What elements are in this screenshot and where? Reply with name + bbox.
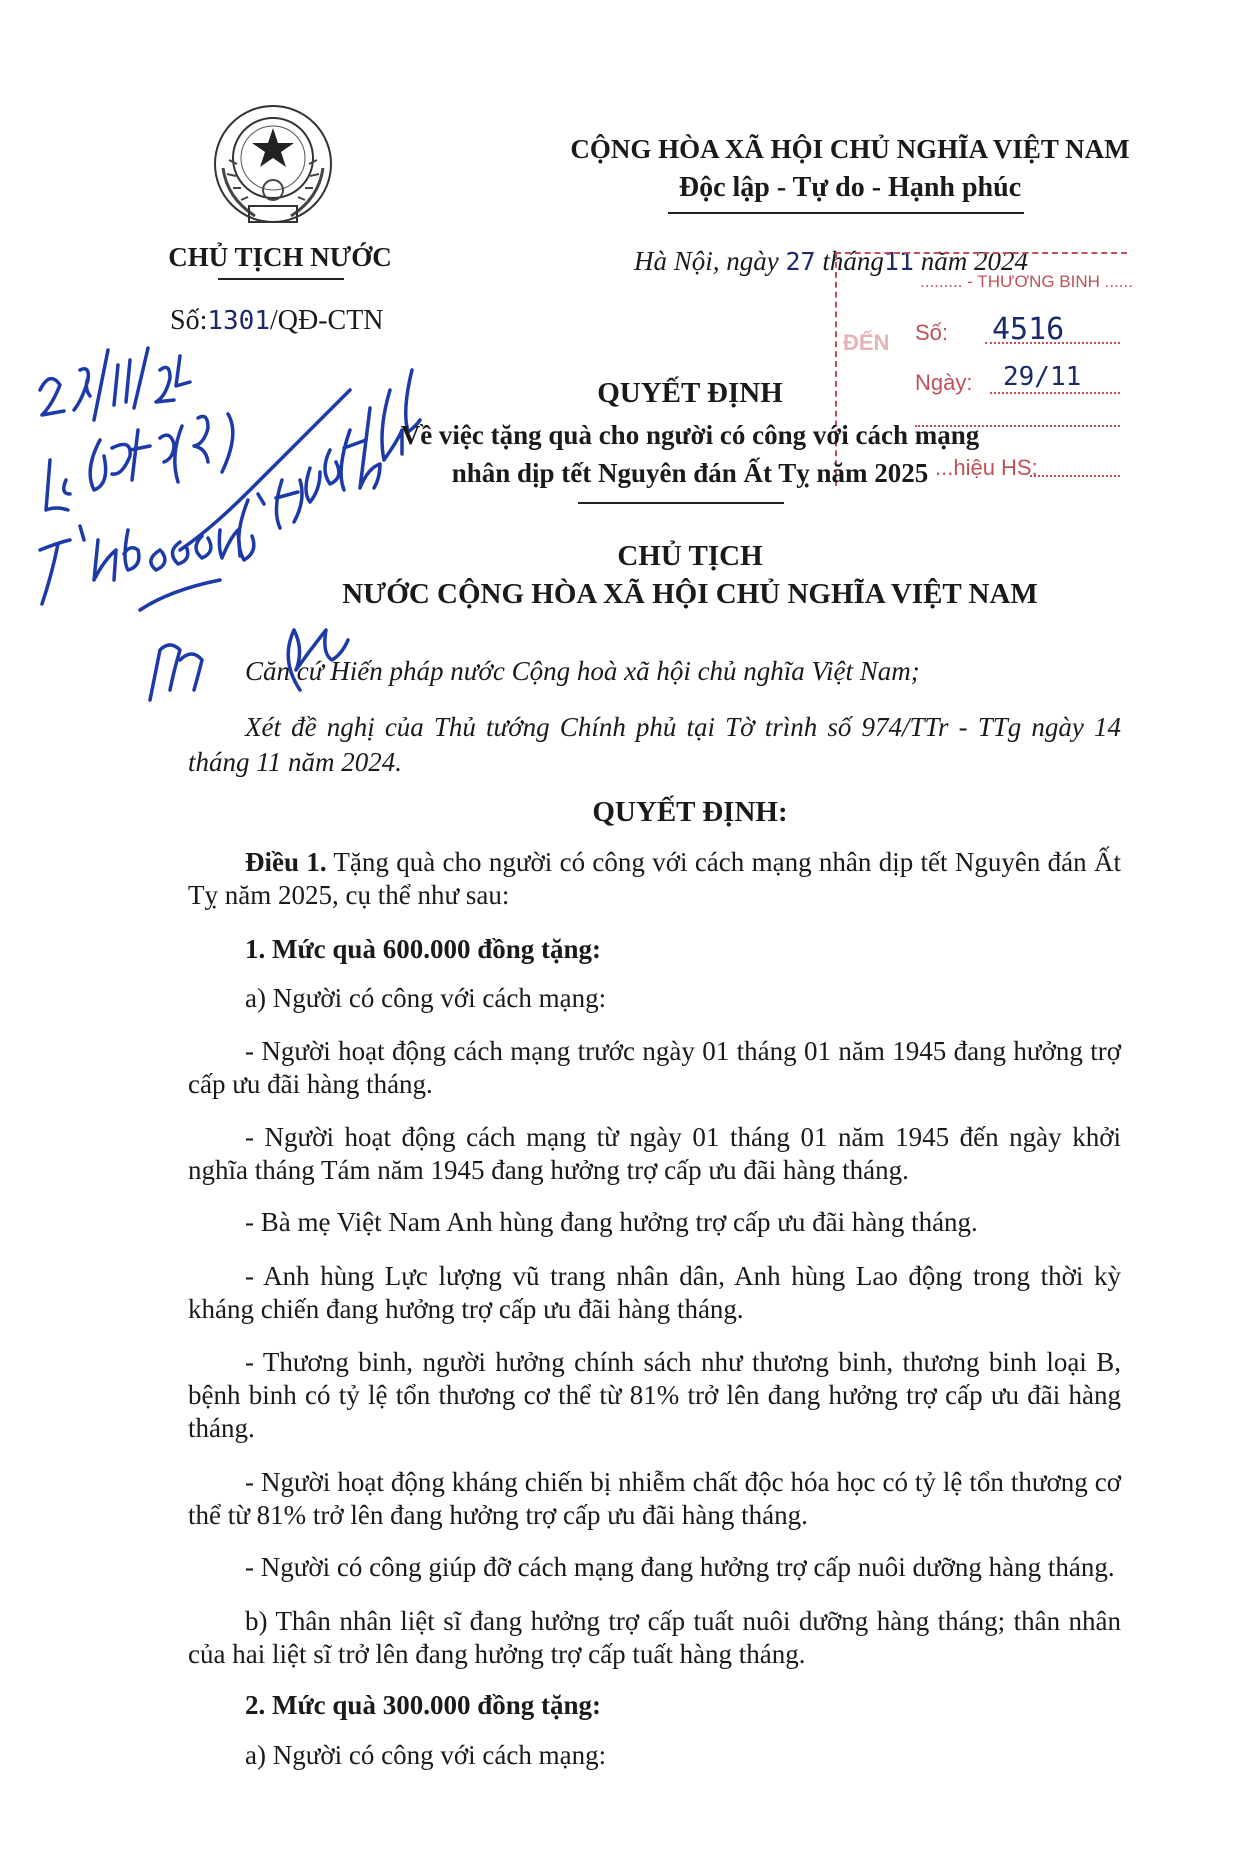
article-1 [188,846,1121,912]
document-type-title: QUYẾT ĐỊNH [597,377,783,409]
article-1-label: Điều 1. [245,847,327,877]
subject-line-2: nhân dịp tết Nguyên đán Ất Tỵ năm 2025 [451,458,929,488]
place-date-prefix: Hà Nội, ngày [634,246,779,276]
chairman-heading: CHỦ TỊCH [617,540,763,572]
legal-basis-2: Xét đề nghị của Thủ tướng Chính phủ tại Tờ trình số 974/TTr - TTg ngày 14 tháng 11 năm 2024. [188,712,1121,777]
stamp-den-label: ĐẾN [843,330,890,355]
number-suffix: /QĐ-CTN [269,305,384,336]
level-1-group-b: b) Thân nhân liệt sĩ đang hưởng trợ cấp tuất nuôi dưỡng hàng tháng; thân nhân của hai liệt sĩ trở lên đang hưởng trợ cấp tuất hàng tháng. [188,1606,1121,1669]
stamp-hs-label: ...hiệu HS: [935,455,1038,480]
date-month: 11 [883,247,914,276]
list-item: - Người hoạt động cách mạng trước ngày 01 tháng 01 năm 1945 đang hưởng trợ cấp ưu đãi hàng tháng. [188,1036,1121,1099]
date-year: năm 2024 [920,246,1028,276]
motto-underline [668,212,1024,214]
subject-underline [578,502,784,504]
nation-name: CỘNG HÒA XÃ HỘI CHỦ NGHĨA VIỆT NAM [570,134,1130,164]
stamp-number-label: Số: [915,320,949,345]
level-2-heading: 2. Mức quà 300.000 đồng tặng: [245,1690,601,1720]
subject-line-1: Về việc tặng quà cho người có công với cách mạng [400,420,980,450]
list-item: - Người hoạt động cách mạng từ ngày 01 tháng 01 năm 1945 đến ngày khởi nghĩa tháng Tám năm 1945 đang hưởng trợ cấp ưu đãi hàng tháng. [188,1122,1121,1185]
national-motto: Độc lập - Tự do - Hạnh phúc [678,172,1022,203]
list-item: - Bà mẹ Việt Nam Anh hùng đang hưởng trợ cấp ưu đãi hàng tháng. [245,1207,978,1237]
date-month-label: tháng [822,246,884,276]
stamp-date-label: Ngày: [915,370,973,395]
issuer-underline [218,278,344,280]
list-item: - Anh hùng Lực lượng vũ trang nhân dân, Anh hùng Lao động trong thời kỳ kháng chiến đang hưởng trợ cấp ưu đãi hàng tháng. [188,1261,1121,1324]
list-item: - Thương binh, người hưởng chính sách như thương binh, thương binh loại B, bệnh binh có tỷ lệ tổn thương cơ thể từ 81% trở lên đang hưởng trợ cấp ưu đãi hàng tháng. [188,1347,1121,1443]
date-day: 27 [785,247,816,276]
issuer-name: CHỦ TỊCH NƯỚC [168,242,392,272]
stamp-date-value: 29/11 [1003,362,1082,392]
level-1-group-a: a) Người có công với cách mạng: [245,983,607,1013]
stamp-agency: ......... - THƯƠNG BINH ...... [920,272,1133,291]
level-1-heading: 1. Mức quà 600.000 đồng tặng: [245,934,601,964]
stamp-number-value: 4516 [992,312,1065,347]
national-emblem-icon [205,98,341,238]
number-value: 1301 [207,306,270,336]
article-1-text: Tặng quà cho người có công với cách mạng nhân dịp tết Nguyên đán Ất Tỵ năm 2025, cụ thể như sau: [188,847,1121,910]
number-prefix: Số: [170,305,208,336]
level-2-group-a: a) Người có công với cách mạng: [245,1740,607,1770]
state-heading: NƯỚC CỘNG HÒA XÃ HỘI CHỦ NGHĨA VIỆT NAM [342,578,1038,610]
legal-basis-1: Căn cứ Hiến pháp nước Cộng hoà xã hội chủ nghĩa Việt Nam; [245,656,920,686]
stamp-dotted-line [985,342,1120,344]
decision-heading: QUYẾT ĐỊNH: [592,796,788,828]
list-item: - Người có công giúp đỡ cách mạng đang hưởng trợ cấp nuôi dưỡng hàng tháng. [245,1552,1115,1582]
list-item: - Người hoạt động kháng chiến bị nhiễm chất độc hóa học có tỷ lệ tổn thương cơ thể từ 81% trở lên đang hưởng trợ cấp ưu đãi hàng tháng. [188,1467,1121,1530]
